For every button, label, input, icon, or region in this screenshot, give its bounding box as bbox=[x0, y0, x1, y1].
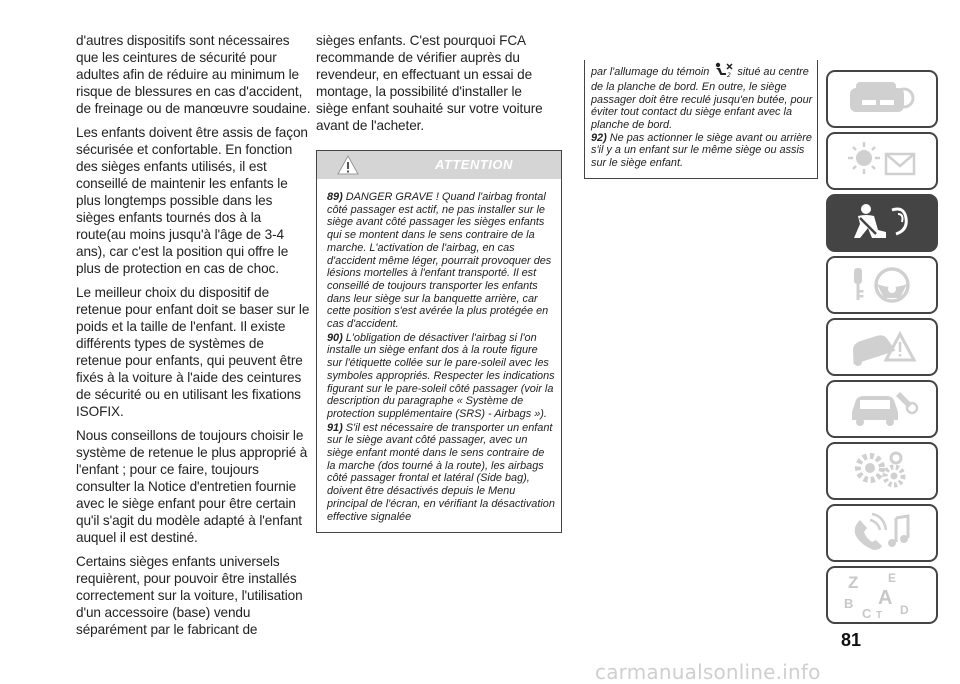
note-text: situé au centre de la planche de bord. En outre, le siège passager doit être reculé jusqu'en butée, pour éviter tout contact du siège enfant avec la planche de bord. bbox=[591, 66, 813, 131]
car-service-icon bbox=[842, 386, 922, 432]
tab-car-service[interactable] bbox=[826, 380, 938, 438]
note-text: par l'allumage du témoin bbox=[591, 66, 710, 78]
note-text: S'il est nécessaire de transporter un enfant sur le siège avant côté passager, avec un siège enfant monté dans le sens contraire de la marche (dos tourné à la route), les airbags côté passager frontal et latéral (Side bag), doivent être désactivés depuis le Menu principal de l'écran, en vérifiant la désactivation effective signalée bbox=[327, 421, 555, 523]
paragraph: Le meilleur choix du dispositif de retenue pour enfant doit se baser sur le poids et la taille de l'enfant. Il existe différents types de systèmes de retenue pour enfants, qui peuvent être fixés à la voiture à l'aide des ceintures de sécurité ou en utilisant les fixations ISOFIX. bbox=[76, 285, 310, 419]
note-text: Ne pas actionner le siège avant ou arrière s'il y a un enfant sur le même siège ou assis sur le siège enfant. bbox=[591, 132, 812, 169]
tab-gears[interactable] bbox=[826, 442, 938, 500]
tab-alphabetical-index[interactable] bbox=[826, 566, 938, 624]
attention-header bbox=[317, 151, 561, 179]
paragraph: d'autres dispositifs sont nécessaires que les ceintures de sécurité pour adultes afin de réduire au minimum le risque de blessures en cas d'accident, de freinage ou de manœuvre soudaine. bbox=[76, 33, 311, 116]
tab-car-warning[interactable] bbox=[826, 318, 938, 376]
index-letter: D bbox=[900, 603, 909, 617]
note-number: 89) bbox=[327, 191, 343, 203]
tab-seat-belt-airbag[interactable] bbox=[826, 194, 938, 252]
warning-triangle-icon bbox=[337, 155, 359, 180]
car-dashboard-icon bbox=[842, 76, 922, 122]
attention-title: ATTENTION bbox=[435, 157, 513, 172]
index-letter: A bbox=[878, 587, 893, 609]
attention-body bbox=[317, 179, 561, 532]
alphabet-index-icon bbox=[842, 570, 922, 620]
note-90 bbox=[327, 332, 555, 421]
index-letter: Z bbox=[848, 573, 859, 592]
page-number: 81 bbox=[841, 630, 862, 650]
column-2 bbox=[316, 32, 562, 533]
note-continuation-box bbox=[584, 60, 818, 179]
index-letter: B bbox=[844, 596, 854, 611]
paragraph: Certains sièges enfants universels requièrent, pour pouvoir être installés correctement sur la voiture, l'utilisation d'un accessoire (base) vendu séparément par le fabricant de bbox=[76, 554, 303, 637]
key-steering-wheel-icon bbox=[842, 262, 922, 308]
note-text: DANGER GRAVE ! Quand l'airbag frontal côté passager est actif, ne pas installer sur le siège avant côté passager les sièges enfants qui se montent dans le sens contraire de la marche. L'activation de l'airbag, en cas d'accident même léger, pourrait provoquer des lésions mortelles à l'enfant transporté. Il est conseillé de toujours transporter les enfants dans leur siège sur la banquette arrière, car cette position s'est avérée la plus protégée en cas d'accident. bbox=[327, 191, 552, 331]
note-text: L'obligation de désactiver l'airbag si l'on installe un siège enfant dos à la route figure sur l'étiquette collée sur le pare-soleil avec les symboles appropriés. Respecter les indications figurant sur le pare-soleil côté passager (voir la description du paragraphe « Système de protection supplémentaire (SRS) - Airbags »). bbox=[327, 331, 555, 420]
note-number: 92) bbox=[591, 132, 607, 145]
note-91 bbox=[327, 422, 555, 524]
phone-music-icon bbox=[842, 510, 922, 556]
index-letter: T bbox=[876, 610, 883, 620]
column-1 bbox=[76, 32, 312, 645]
note-91-continued bbox=[591, 62, 813, 131]
tab-car-dashboard[interactable] bbox=[826, 70, 938, 128]
watermark: carmanualsonline.info bbox=[595, 660, 821, 684]
note-92 bbox=[591, 132, 813, 169]
paragraph: sièges enfants. C'est pourquoi FCA recommande de vérifier auprès du revendeur, en effectuant un essai de montage, la possibilité d'installer le siège enfant souhaité sur votre voiture avant de l'acheter. bbox=[316, 33, 543, 133]
airbag-off-warning-icon bbox=[712, 62, 734, 81]
tab-phone-music[interactable] bbox=[826, 504, 938, 562]
index-letter: C bbox=[862, 606, 872, 620]
paragraph: Les enfants doivent être assis de façon sécurisée et confortable. En fonction des sièges enfants utilisés, il est conseillé de maintenir les enfants le plus longtemps possible dans les sièges enfants tournés dos à la route(au moins jusqu'à l'âge de 3-4 ans), car c'est la position qui offre le plus de protection en cas de choc. bbox=[76, 125, 308, 276]
lights-mail-icon bbox=[842, 138, 922, 184]
car-warning-icon bbox=[842, 324, 922, 370]
gears-icon bbox=[842, 448, 922, 494]
tab-key-steering[interactable] bbox=[826, 256, 938, 314]
note-number: 91) bbox=[327, 421, 343, 434]
svg-text:2: 2 bbox=[727, 72, 732, 78]
chapter-sidebar bbox=[826, 70, 942, 628]
note-89 bbox=[327, 191, 555, 331]
note-number: 90) bbox=[327, 331, 343, 344]
paragraph: Nous conseillons de toujours choisir le système de retenue le plus approprié à l'enfant ; pour ce faire, toujours consulter la Notice d'entretien fournie avec le siège enfant pour être certain qu'il s'agit du modèle adapté à l'enfant auquel il est destiné. bbox=[76, 428, 308, 545]
seat-belt-airbag-icon bbox=[842, 200, 922, 246]
attention-box bbox=[316, 150, 562, 533]
tab-lights-mail[interactable] bbox=[826, 132, 938, 190]
index-letter: E bbox=[888, 571, 897, 585]
